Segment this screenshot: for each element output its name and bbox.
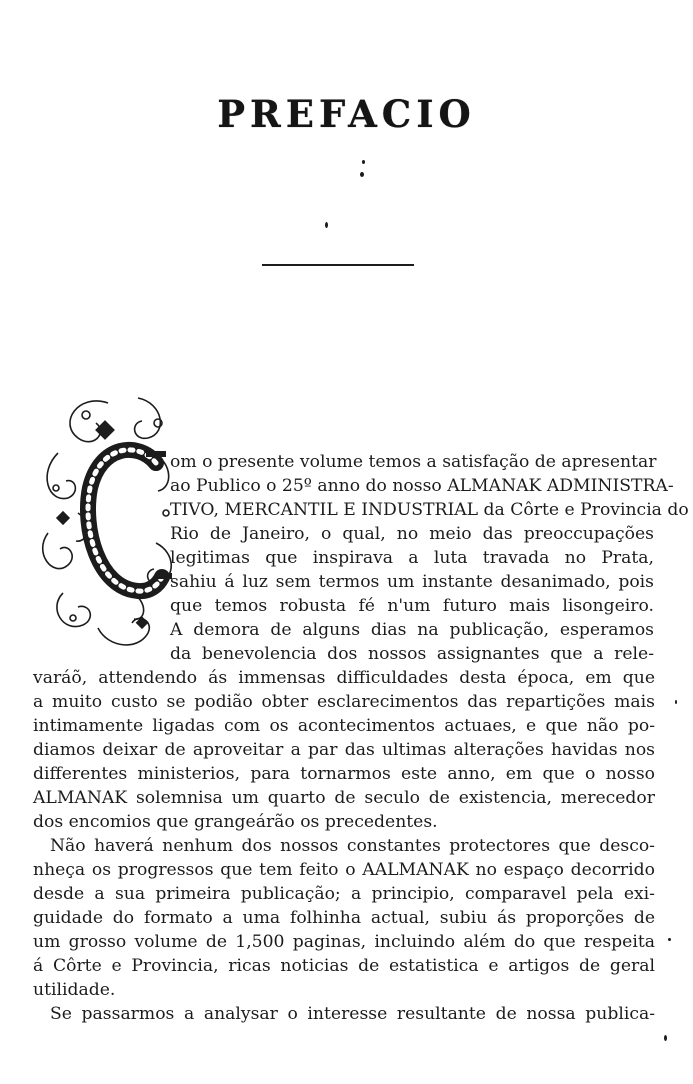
text-line: diamos deixar de aproveitar a par das ultimas alterações havidas nos (33, 740, 655, 760)
text-line: TIVO, MERCANTIL E INDUSTRIAL da Côrte e Provincia do (170, 500, 689, 520)
ink-speck (664, 1035, 667, 1041)
divider-rule (262, 264, 414, 266)
text-line: guidade do formato a uma folhinha actual, subiu ás proporções de (33, 908, 655, 928)
text-line: um grosso volume de 1,500 paginas, incluindo além do que respeita (33, 932, 655, 952)
text-line: da benevolencia dos nossos assignantes que a rele- (170, 644, 654, 664)
text-line: differentes ministerios, para tornarmos este anno, em que o nosso (33, 764, 655, 784)
text-line: Rio de Janeiro, o qual, no meio das preoccupações (170, 524, 654, 544)
text-line: a muito custo se podião obter esclarecimentos das repartições mais (33, 692, 655, 712)
text-line: á Côrte e Provincia, ricas noticias de estatistica e artigos de geral (33, 956, 655, 976)
ornamental-dropcap (38, 393, 180, 655)
text-line: legitimas que inspirava a luta travada no Prata, (170, 548, 654, 568)
text-line: utilidade. (33, 980, 116, 1000)
page-title: PREFACIO (217, 92, 476, 136)
ink-speck (362, 160, 365, 164)
text-line: Se passarmos a analysar o interesse resultante de nossa publica- (50, 1004, 655, 1024)
text-line: om o presente volume temos a satisfação de apresentar (170, 452, 657, 472)
dropcap-ornament (38, 393, 180, 655)
ink-speck (675, 700, 677, 704)
ink-speck (325, 222, 328, 228)
text-line: varáõ, attendendo ás immensas difficuldades desta época, em que (33, 668, 655, 688)
text-line: Não haverá nenhum dos nossos constantes protectores que desco- (50, 836, 655, 856)
text-line: ALMANAK solemnisa um quarto de seculo de existencia, merecedor (33, 788, 655, 808)
text-line: nheça os progressos que tem feito o AALMANAK no espaço decorrido (33, 860, 655, 880)
text-line: ao Publico o 25º anno do nosso ALMANAK ADMINISTRA- (170, 476, 674, 496)
text-line: A demora de alguns dias na publicação, esperamos (170, 620, 654, 640)
text-line: dos encomios que grangeárão os precedentes. (33, 812, 438, 832)
text-line: desde a sua primeira publicação; a principio, comparavel pela exi- (33, 884, 655, 904)
text-line: que temos robusta fé n'um futuro mais lisongeiro. (170, 596, 654, 616)
text-line: sahiu á luz sem termos um instante desanimado, pois (170, 572, 654, 592)
text-line: intimamente ligadas com os acontecimentos actuaes, e que não po- (33, 716, 655, 736)
ink-speck (360, 172, 364, 177)
ink-speck (668, 938, 671, 941)
